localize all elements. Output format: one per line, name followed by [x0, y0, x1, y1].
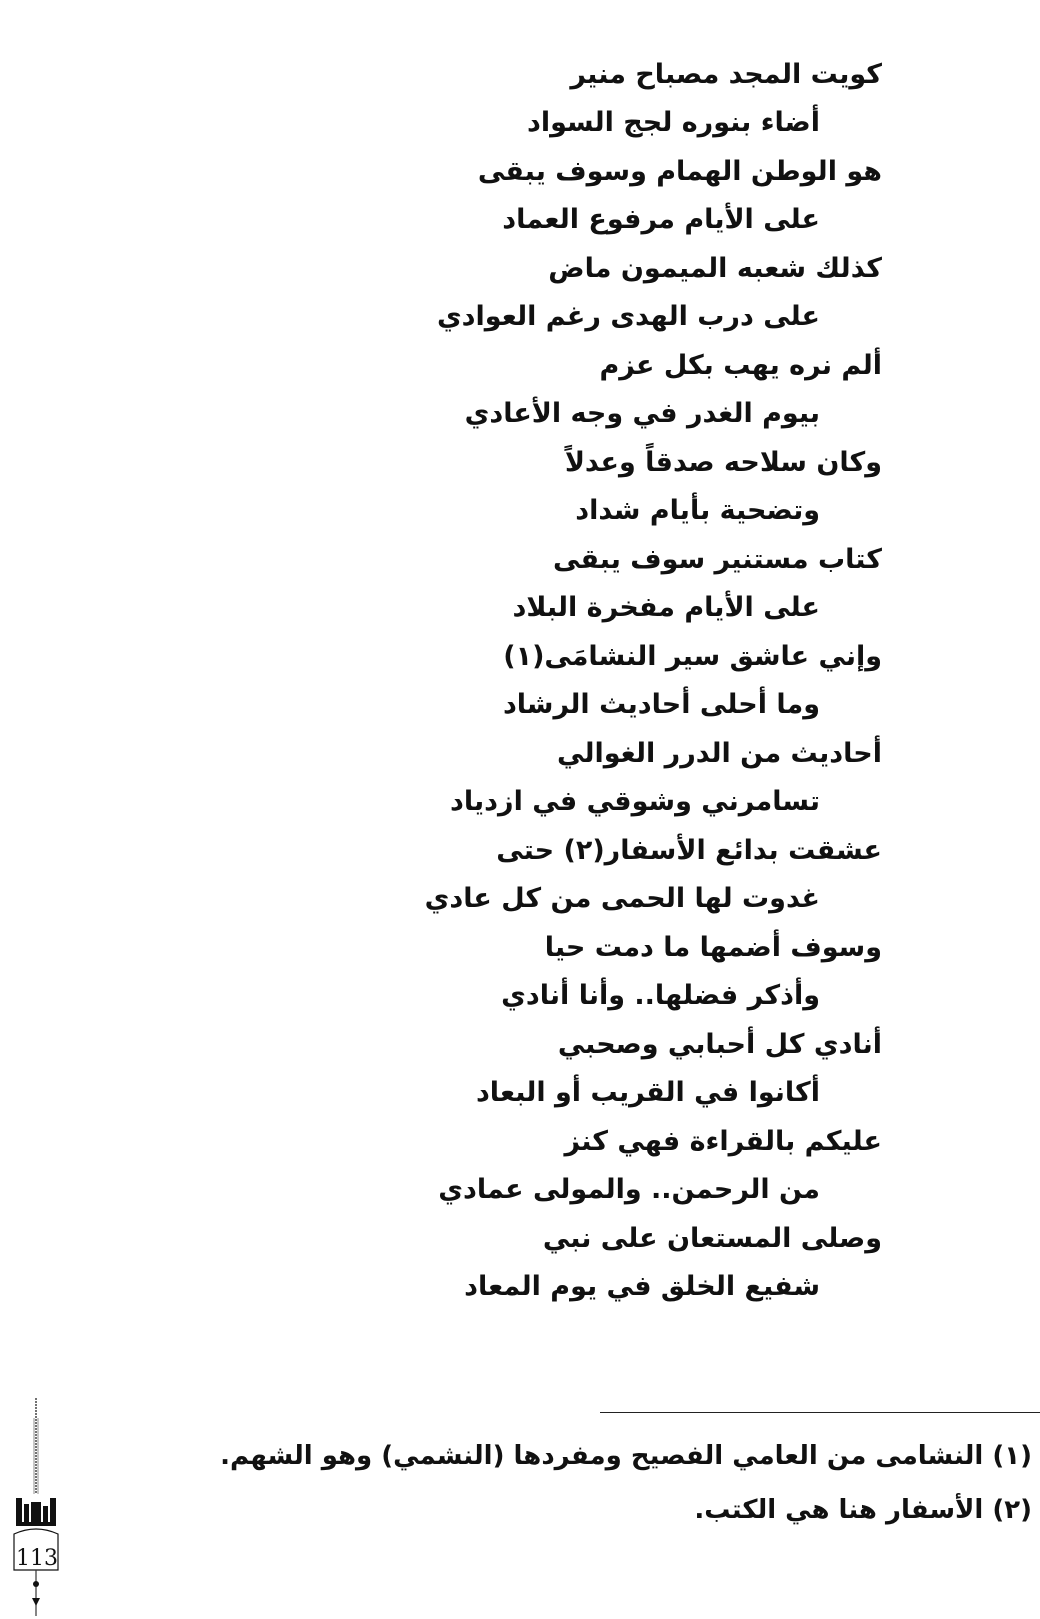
poem-line: كذلك شعبه الميمون ماض	[548, 253, 882, 284]
poem-line: أحاديث من الدرر الغوالي	[557, 738, 882, 769]
poem-line: من الرحمن.. والمولى عمادي	[438, 1174, 820, 1205]
poem-line: بيوم الغدر في وجه الأعادي	[464, 398, 820, 429]
poem-line: على الأيام مفخرة البلاد	[512, 592, 820, 623]
poem-line: عليكم بالقراءة فهي كنز	[564, 1126, 882, 1157]
poem-line: وصلى المستعان على نبي	[542, 1223, 882, 1254]
footnote-divider	[600, 1412, 1040, 1413]
poem-line: عشقت بدائع الأسفار(٢) حتى	[496, 835, 882, 866]
page-number: 113	[16, 1546, 58, 1571]
page-ornament-logo	[8, 1398, 64, 1618]
poem-line: وما أحلى أحاديث الرشاد	[502, 689, 820, 720]
poem-line: أكانوا في القريب أو البعاد	[475, 1077, 820, 1108]
poem-line: شفيع الخلق في يوم المعاد	[464, 1271, 820, 1302]
logo-mark	[16, 1498, 56, 1526]
poem-line: غدوت لها الحمى من كل عادي	[424, 883, 820, 914]
poem-line: على الأيام مرفوع العماد	[502, 204, 820, 235]
poem-line: كتاب مستنير سوف يبقى	[553, 544, 882, 575]
poem-line: تسامرني وشوقي في ازدياد	[450, 786, 820, 817]
poem-line: هو الوطن الهمام وسوف يبقى	[477, 156, 882, 187]
poem-line: كويت المجد مصباح منير	[570, 59, 882, 90]
poem-line: وسوف أضمها ما دمت حيا	[544, 932, 882, 963]
poem-line: وأذكر فضلها.. وأنا أنادي	[501, 980, 820, 1011]
poem-line: أنادي كل أحبابي وصحبي	[557, 1029, 882, 1060]
poem-line: وكان سلاحه صدقاً وعدلاً	[564, 447, 882, 478]
poem-line: وتضحية بأيام شداد	[575, 495, 820, 526]
footnote-1: (١) النشامى من العامي الفصيح ومفردها (النشمي) وهو الشهم.	[220, 1441, 1032, 1471]
poem-line: وإني عاشق سير النشامَى(١)	[503, 641, 882, 672]
poem-line: أضاء بنوره لجج السواد	[526, 107, 820, 138]
footnote-2: (٢) الأسفار هنا هي الكتب.	[694, 1495, 1032, 1525]
poem-line: ألم نره يهب بكل عزم	[599, 350, 882, 381]
poem-line: على درب الهدى رغم العوادي	[436, 301, 820, 332]
